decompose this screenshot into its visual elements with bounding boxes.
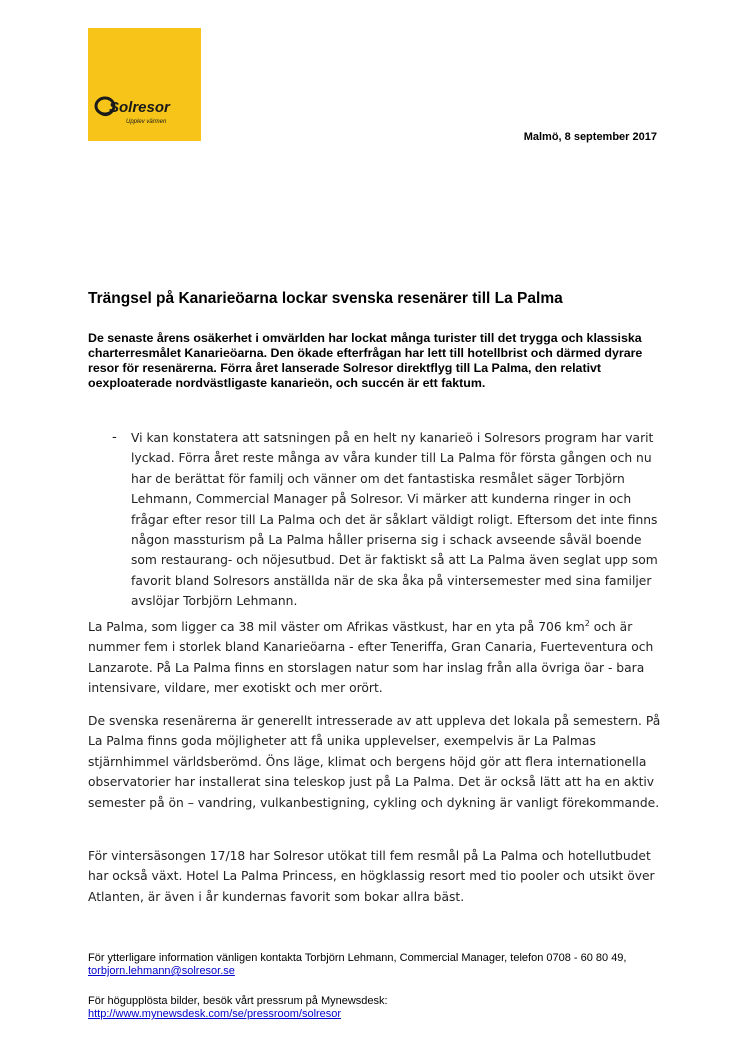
paragraph-geography-start: La Palma, som ligger ca 38 mil väster om Afrikas västkust, har en yta på 706 km <box>88 620 585 634</box>
paragraph-experiences: De svenska resenärerna är generellt intresserade av att uppleva det lokala på semestern. På La Palma finns goda möjligheter att få unika upplevelser, exempelvis är La Palmas stjärnhimmel världsberömd. Öns läge, klimat och bergens höjd gör att flera internationella observatorier har installerat sina teleskop just på La Palma. Det är också lätt att ha en aktiv semester på ön – vandring, vulkanbestigning, cykling och dykning är vanligt förekommande. <box>88 714 661 810</box>
press-date: Malmö, 8 september 2017 <box>523 131 657 143</box>
quote-dash: - <box>112 430 117 445</box>
paragraph-geography <box>88 617 670 699</box>
contact-email-link[interactable]: torbjorn.lehmann@solresor.se <box>88 965 235 977</box>
sun-swirl-icon <box>88 28 201 141</box>
solresor-logo <box>88 28 201 141</box>
paragraph-geography-end: och är nummer fem i storlek bland Kanarieöarna - efter Teneriffa, Gran Canaria, Fuerteventura och Lanzarote. På La Palma finns en storslagen natur som har inslag från alla övriga öar - bara intensivare, vildare, mer exotiskt och mer orört. <box>88 620 654 696</box>
quote-text: Vi kan konstatera att satsningen på en helt ny kanarieö i Solresors program har varit lyckad. Förra året reste många av våra kunder till La Palma för första gången och nu har de berättat för familj och vänner om det fantastiska resmålet säger Torbjörn Lehmann, Commercial Manager på Solresor. Vi märker att kunderna ringer in och frågar efter resor till La Palma och det är såklart väldigt roligt. Eftersom det inte finns någon massturism på La Palma håller priserna sig i schack avseende såväl boende som restaurang- och nöjesutbud. Det är faktiskt så att La Palma även seglat upp som favorit bland Solresors anställda när de ska åka på vintersemester med sina familjer avslöjar Torbjörn Lehmann. <box>131 431 658 609</box>
paragraph-winter-season: För vintersäsongen 17/18 har Solresor utökat till fem resmål på La Palma och hotellutbudet har också växt. Hotel La Palma Princess, en högklassig resort med tio pooler och utsikt över Atlanten, är även i år kundernas favorit som bokar allra bäst. <box>88 849 655 904</box>
quote-block <box>88 428 668 612</box>
logo-tagline: Upplev värmen <box>126 119 167 125</box>
press-room-link[interactable]: http://www.mynewsdesk.com/se/pressroom/solresor <box>88 1008 342 1020</box>
headline: Trängsel på Kanarieöarna lockar svenska resenärer till La Palma <box>88 290 563 307</box>
footer-contact <box>88 952 668 978</box>
superscript-two: 2 <box>584 618 590 628</box>
footer-contact-text: För ytterligare information vänligen kontakta Torbjörn Lehmann, Commercial Manager, telefon 0708 - 60 80 49, <box>88 952 627 964</box>
footer-press-text: För högupplösta bilder, besök vårt pressrum på Mynewsdesk: <box>88 995 388 1007</box>
logo-brand: Solresor <box>109 99 170 116</box>
lead-paragraph: De senaste årens osäkerhet i omvärlden har lockat många turister till det trygga och klassiska charterresmålet Kanarieöarna. Den ökade efterfrågan har lett till hotellbrist och därmed dyrare resor för resenärerna. Förra året lanserade Solresor direktflyg till La Palma, den relativt oexploaterade nordvästligaste kanarieön, och succén är ett faktum. <box>88 331 643 390</box>
footer-press <box>88 995 668 1021</box>
